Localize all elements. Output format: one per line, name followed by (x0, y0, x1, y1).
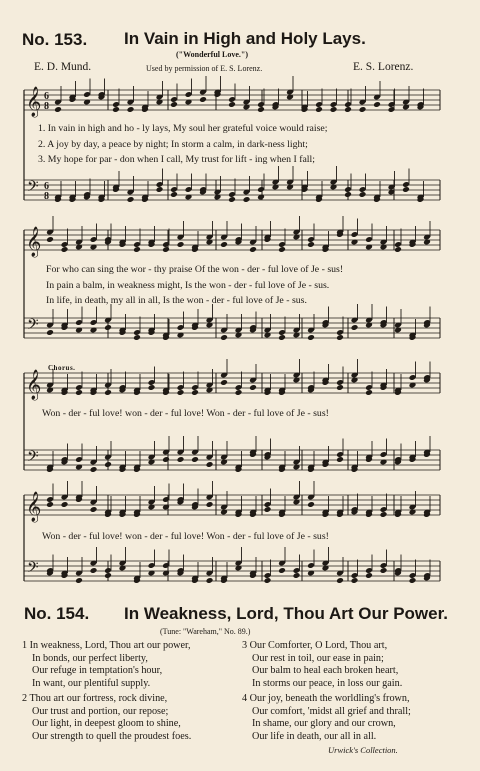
collection-credit: Urwick's Collection. (328, 745, 398, 755)
note-head (191, 456, 199, 463)
note-head (380, 567, 388, 574)
time-signature-bottom: 8 (44, 101, 49, 112)
lyric-line: In pain a balm, in weakness might, Is the won - der - ful love of Je - sus. (46, 279, 330, 291)
bass-clef-icon: 𝄢 (27, 178, 39, 199)
chorus-label: Chorus. (48, 364, 76, 372)
note-head (170, 101, 178, 108)
bass-clef-icon: 𝄢 (27, 559, 39, 580)
verse-line: 1 In weakness, Lord, Thou art our power, (22, 640, 191, 651)
note-head (90, 567, 98, 574)
note-head (75, 577, 83, 584)
verse-line: Our rest in toil, our ease in pain; (252, 652, 384, 664)
verse-line: In storms our peace, in loss our gain. (252, 677, 403, 689)
note-head (177, 456, 185, 463)
note-head (90, 466, 98, 473)
verse-line: Our balm to heal each broken heart, (252, 665, 399, 677)
time-signature-top: 6 (44, 91, 49, 102)
lyric-line: Won - der - ful love! won - der - ful love! Won - der - ful love of Je - sus! (42, 531, 329, 542)
note-head (336, 456, 344, 463)
note-head (315, 106, 323, 113)
note-head (264, 577, 272, 584)
note-head (112, 106, 120, 113)
hymn-154-title: In Weakness, Lord, Thou Art Our Power. (124, 604, 448, 623)
lyric-line: 1. In vain in high and ho - ly lays, My soul her grateful voice would raise; (38, 123, 328, 134)
time-signature-bottom: 8 (44, 191, 49, 202)
note-head (365, 572, 373, 579)
verse-line: In shame, our glory and our crown, (252, 718, 396, 730)
note-head (228, 101, 236, 108)
note-head (104, 572, 112, 579)
note-head (278, 334, 286, 341)
verse-line: Our life in death, our all in all. (252, 730, 377, 742)
note-head (61, 246, 69, 253)
note-head (344, 106, 352, 113)
note-head (156, 186, 164, 193)
note-head (177, 241, 185, 248)
note-head (249, 246, 257, 253)
note-head (278, 246, 286, 253)
note-head (249, 384, 257, 391)
note-head (206, 461, 214, 468)
verse-line: 3 Our Comforter, O Lord, Thou art, (242, 640, 388, 651)
verse-line: Our trust and portion, our repose; (32, 705, 169, 717)
lyric-line: Won - der - ful love! won - der - ful love! Won - der - ful love of Je - sus! (42, 408, 329, 419)
note-head (380, 511, 388, 518)
system-1-lyrics (38, 121, 328, 168)
note-head (148, 384, 156, 391)
note-head (402, 186, 410, 193)
hymn-153-subtitle: ("Wonderful Love.") (176, 50, 248, 59)
lyric-line: 3. My hope for par - don when I call, My trust for lift - ing when I fall; (38, 154, 315, 165)
verse-2 (22, 693, 191, 743)
verse-line: In want, our plentiful supply. (32, 677, 151, 689)
note-head (127, 106, 135, 113)
note-head (307, 241, 315, 248)
note-head (264, 506, 272, 513)
note-head (133, 334, 141, 341)
hymn-153-permission: Used by permission of E. S. Lorenz. (146, 64, 263, 73)
note-head (170, 191, 178, 198)
note-head (46, 501, 54, 508)
note-head (336, 384, 344, 391)
note-head (330, 106, 338, 113)
hymn-153-title: In Vain in High and Holy Lays. (124, 29, 366, 48)
note-head (228, 196, 236, 203)
note-head (162, 246, 170, 253)
verse-line: 4 Our joy, beneath the worldling's frown, (242, 693, 410, 704)
note-head (359, 191, 367, 198)
treble-clef-icon: 𝄞 (26, 227, 42, 257)
hymn-154-number: No. 154. (24, 604, 90, 623)
note-head (373, 101, 381, 108)
treble-clef-icon: 𝄞 (26, 87, 42, 117)
note-head (127, 196, 135, 203)
note-head (104, 389, 112, 396)
treble-clef-icon: 𝄞 (26, 492, 42, 522)
verse-line: Our refuge in temptation's hour, (32, 665, 163, 677)
hymn-154-tune: (Tune: "Wareham," No. 89.) (160, 627, 251, 636)
note-head (307, 334, 315, 341)
note-head (199, 96, 207, 103)
note-head (220, 241, 228, 248)
note-head (351, 577, 359, 584)
system-4-lyrics (42, 529, 329, 545)
verse-1 (22, 640, 191, 690)
note-head (90, 506, 98, 513)
note-head (351, 324, 359, 331)
bass-clef-icon: 𝄢 (27, 448, 39, 469)
verse-line: Our light, in deepest gloom to shine, (32, 718, 181, 730)
time-signature-top: 6 (44, 181, 49, 192)
note-head (235, 389, 243, 396)
verse-4 (242, 693, 411, 743)
note-head (336, 334, 344, 341)
hymn-153-words-credit: E. D. Mund. (34, 61, 92, 73)
note-head (409, 577, 417, 584)
note-head (46, 236, 54, 243)
note-head (336, 577, 344, 584)
note-head (220, 334, 228, 341)
system-3-lyrics (42, 406, 329, 422)
verse-3 (242, 640, 402, 690)
verse-line: Our comfort, 'midst all grief and thrall; (252, 705, 411, 717)
note-head (162, 456, 170, 463)
note-head (206, 577, 214, 584)
lyric-line: 2. A joy by day, a peace by night; In storm a calm, in dark-ness light; (38, 138, 308, 150)
treble-clef-icon: 𝄞 (26, 370, 42, 400)
note-head (177, 389, 185, 396)
note-head (46, 329, 54, 336)
note-head (220, 379, 228, 386)
bass-clef-icon: 𝄢 (27, 316, 39, 337)
note-head (104, 324, 112, 331)
verse-line: Our strength to quell the proudest foes. (32, 730, 192, 742)
note-head (191, 389, 199, 396)
note-head (206, 501, 214, 508)
note-head (365, 389, 373, 396)
lyric-line: In life, in death, my all in all, Is the won - der - ful love of Je - sus. (46, 295, 307, 306)
note-head (293, 572, 301, 579)
note-head (75, 389, 83, 396)
verse-line: 2 Thou art our fortress, rock divine, (22, 693, 168, 704)
note-head (243, 196, 251, 203)
note-head (307, 501, 315, 508)
system-2-lyrics (46, 262, 343, 309)
lyric-line: For who can sing the wor - thy praise Of the won - der - ful love of Je - sus! (46, 264, 344, 275)
note-head (104, 461, 112, 468)
note-head (278, 567, 286, 574)
hymn-153-number: No. 153. (22, 30, 88, 49)
note-head (359, 106, 367, 113)
note-head (133, 246, 141, 253)
verse-line: In bonds, our perfect liberty, (32, 652, 148, 664)
note-head (344, 191, 352, 198)
note-head (394, 246, 402, 253)
note-head (61, 501, 69, 508)
hymn-153-music-credit: E. S. Lorenz. (353, 61, 414, 73)
note-head (257, 106, 265, 113)
note-head (54, 106, 62, 113)
